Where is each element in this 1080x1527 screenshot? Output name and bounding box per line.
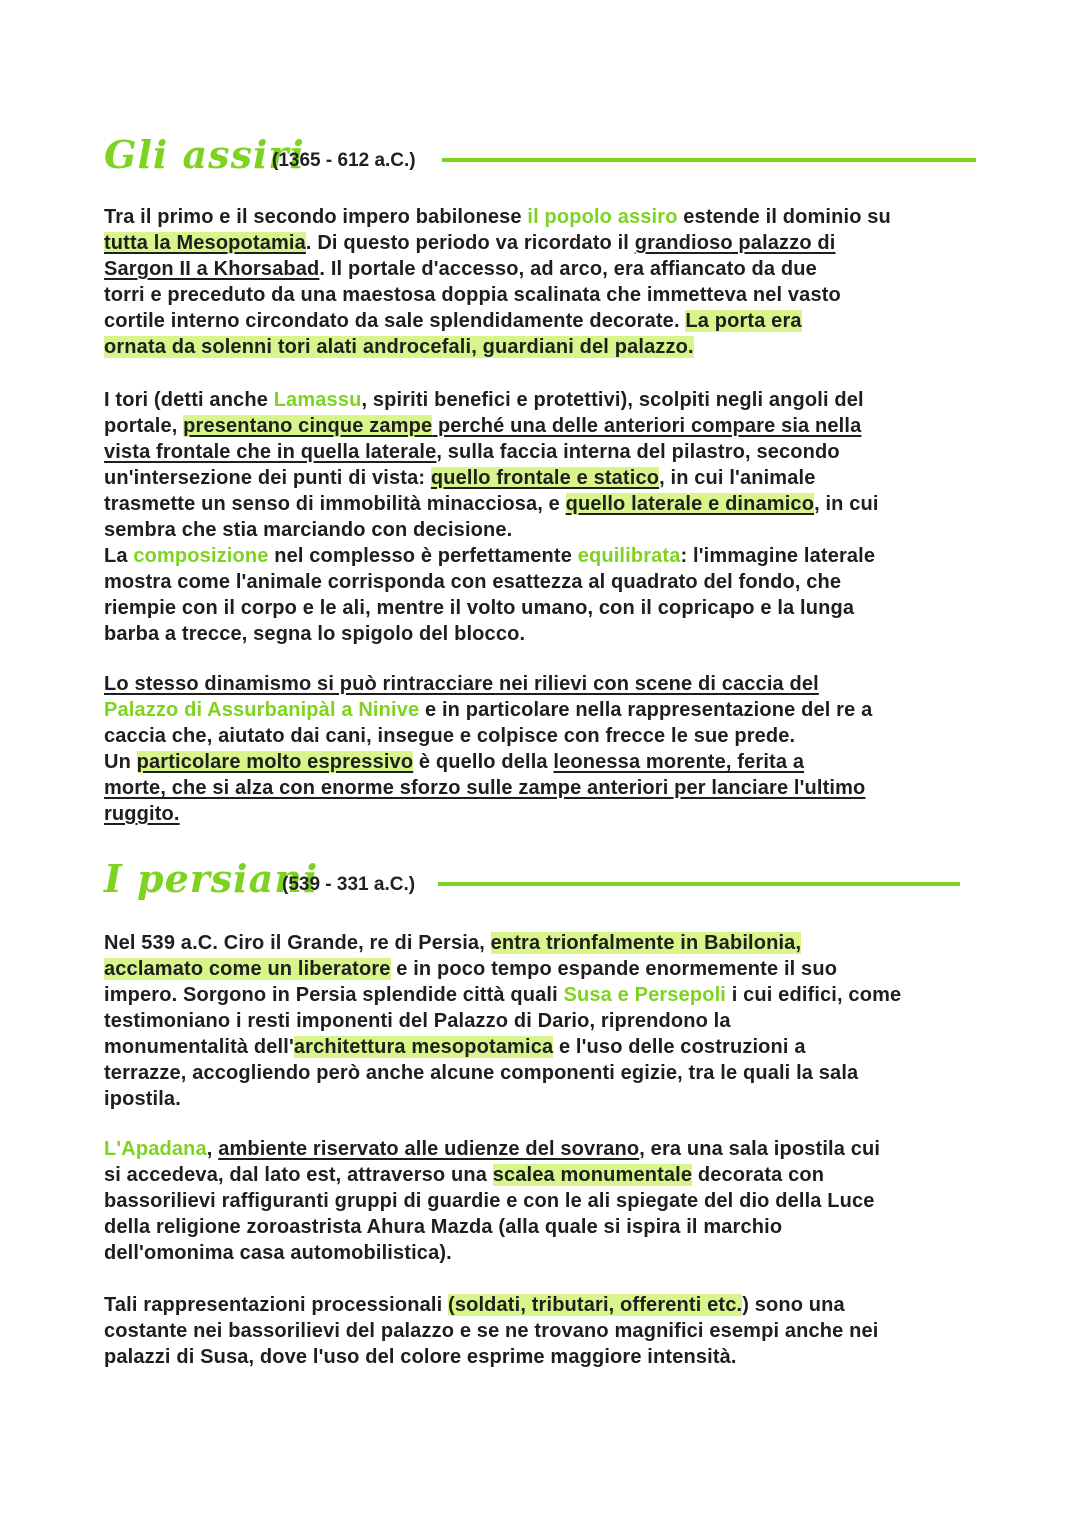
text-run: Tra il primo e il secondo impero babilonese: [104, 206, 528, 228]
text-run: vista frontale che in quella laterale: [104, 441, 437, 463]
text-run: un'intersezione dei punti di vista:: [104, 467, 431, 489]
section-heading-persiani: [0, 856, 1080, 916]
section-dates: (1365 - 612 a.C.): [272, 150, 416, 171]
text-line: [104, 491, 980, 517]
paragraph: [104, 671, 980, 827]
text-run: costante nei bassorilievi del palazzo e se ne trovano magnifici esempi anche nei: [104, 1320, 879, 1342]
text-line: [104, 723, 980, 749]
keyword-text: Palazzo di Assurbanipàl a Ninive: [104, 699, 420, 721]
text-line: [104, 1188, 980, 1214]
text-run: , spiriti benefici e protettivi), scolpiti negli angoli del: [361, 389, 864, 411]
keyword-text: Lamassu: [273, 389, 362, 411]
text-run: testimoniano i resti imponenti del Palazzo di Dario, riprendono la: [104, 1010, 731, 1032]
text-run: torri e preceduto da una maestosa doppia scalinata che immetteva nel vasto: [104, 284, 841, 306]
keyword-text: il popolo assiro: [527, 206, 678, 228]
text-line: [104, 1344, 980, 1370]
text-line: [104, 413, 980, 439]
highlighted-text: architettura mesopotamica: [293, 1036, 554, 1058]
text-run: trasmette un senso di immobilità minacciosa, e: [104, 493, 566, 515]
highlighted-text: acclamato come un liberatore: [104, 958, 391, 980]
highlighted-text: tutta la Mesopotamia: [104, 232, 306, 254]
text-line: [104, 697, 980, 723]
keyword-text: L'Apadana: [104, 1138, 207, 1160]
text-run: impero. Sorgono in Persia splendide città quali: [104, 984, 564, 1006]
text-run: è quello della: [413, 751, 554, 773]
text-run: si accedeva, dal lato est, attraverso una: [104, 1164, 493, 1186]
highlighted-text: La porta era: [685, 310, 802, 332]
heading-divider: [438, 882, 960, 886]
text-run: ipostila.: [104, 1088, 181, 1110]
text-line: [104, 982, 980, 1008]
highlighted-text: scalea monumentale: [492, 1164, 693, 1186]
text-line: [104, 775, 980, 801]
text-run: , era una sala ipostila cui: [639, 1138, 881, 1160]
text-run: Tali rappresentazioni processionali: [104, 1294, 449, 1316]
text-run: estende il dominio su: [677, 206, 891, 228]
keyword-text: composizione: [133, 545, 269, 567]
text-line: [104, 749, 980, 775]
text-run: : l'immagine laterale: [680, 545, 876, 567]
text-run: nel complesso è perfettamente: [268, 545, 578, 567]
text-line: [104, 1292, 980, 1318]
text-run: e in poco tempo espande enormemente il suo: [390, 958, 838, 980]
text-run: i cui edifici, come: [726, 984, 902, 1006]
text-run: ambiente riservato alle udienze del sovrano: [218, 1138, 640, 1160]
text-run: La: [104, 545, 134, 567]
text-run: Lo stesso dinamismo si può rintracciare nei rilievi con scene di caccia del: [104, 673, 819, 695]
text-line: [104, 595, 980, 621]
text-line: [104, 621, 980, 647]
paragraph: [104, 387, 980, 647]
text-run: palazzi di Susa, dove l'uso del colore esprime maggiore intensità.: [104, 1346, 737, 1368]
text-line: [104, 1008, 980, 1034]
text-line: [104, 569, 980, 595]
text-line: [104, 1060, 980, 1086]
text-run: morte, che si alza con enorme sforzo sulle zampe anteriori per lanciare l'ultimo: [104, 777, 866, 799]
text-run: I tori (detti anche: [104, 389, 274, 411]
text-line: [104, 334, 980, 360]
text-run: perché una delle anteriori compare sia nella: [432, 415, 862, 437]
highlighted-text: quello frontale e statico: [430, 467, 660, 489]
text-run: Un: [104, 751, 137, 773]
text-line: [104, 1034, 980, 1060]
text-run: ) sono una: [742, 1294, 845, 1316]
text-run: della religione zoroastrista Ahura Mazda (alla quale si ispira il marchio: [104, 1216, 783, 1238]
text-line: [104, 1214, 980, 1240]
text-run: terrazze, accogliendo però anche alcune componenti egizie, tra le quali la sala: [104, 1062, 859, 1084]
text-run: Nel 539 a.C. Ciro il Grande, re di Persia,: [104, 932, 491, 954]
highlighted-text: particolare molto espressivo: [136, 751, 414, 773]
text-line: [104, 282, 980, 308]
text-run: monumentalità dell': [104, 1036, 294, 1058]
text-line: [104, 956, 980, 982]
text-line: [104, 671, 980, 697]
text-line: [104, 1318, 980, 1344]
text-run: decorata con: [692, 1164, 825, 1186]
keyword-text: Susa e Persepoli: [563, 984, 726, 1006]
text-run: bassorilievi raffiguranti gruppi di guardie e con le ali spiegate del dio della Luce: [104, 1190, 875, 1212]
text-line: [104, 1240, 980, 1266]
section-title: Gli assiri: [104, 132, 305, 177]
text-run: riempie con il corpo e le ali, mentre il volto umano, con il copricapo e la lunga: [104, 597, 855, 619]
highlighted-text: entra trionfalmente in Babilonia,: [490, 932, 802, 954]
text-line: [104, 517, 980, 543]
text-line: [104, 1162, 980, 1188]
text-line: [104, 204, 980, 230]
paragraph: [104, 204, 980, 360]
heading-divider: [442, 158, 976, 162]
keyword-text: equilibrata: [577, 545, 681, 567]
paragraph: [104, 1292, 980, 1370]
text-line: [104, 387, 980, 413]
highlighted-text: presentano cinque zampe: [183, 415, 433, 437]
text-line: [104, 1136, 980, 1162]
text-run: cortile interno circondato da sale splendidamente decorate.: [104, 310, 686, 332]
text-line: [104, 801, 980, 827]
text-run: ruggito.: [104, 803, 180, 825]
section-heading-assiri: [0, 132, 1080, 192]
text-run: portale,: [104, 415, 184, 437]
text-line: [104, 543, 980, 569]
text-line: [104, 1086, 980, 1112]
text-run: barba a trecce, segna lo spigolo del blocco.: [104, 623, 526, 645]
highlighted-text: (soldati, tributari, offerenti etc.: [448, 1294, 743, 1316]
text-line: [104, 465, 980, 491]
text-line: [104, 930, 980, 956]
text-run: . Il portale d'accesso, ad arco, era affiancato da due: [319, 258, 817, 280]
text-run: Sargon II a Khorsabad: [104, 258, 320, 280]
text-line: [104, 439, 980, 465]
text-run: . Di questo periodo va ricordato il: [305, 232, 635, 254]
paragraph: [104, 1136, 980, 1266]
text-run: , sulla faccia interna del pilastro, secondo: [436, 441, 840, 463]
text-run: e in particolare nella rappresentazione del re a: [419, 699, 873, 721]
text-run: grandioso palazzo di: [634, 232, 836, 254]
text-line: [104, 230, 980, 256]
section-title: I persiani: [104, 856, 319, 901]
highlighted-text: quello laterale e dinamico: [565, 493, 815, 515]
paragraph: [104, 930, 980, 1112]
text-run: mostra come l'animale corrisponda con esattezza al quadrato del fondo, che: [104, 571, 842, 593]
highlighted-text: ornata da solenni tori alati androcefali, guardiani del palazzo.: [104, 336, 694, 358]
section-dates: (539 - 331 a.C.): [282, 874, 416, 895]
text-line: [104, 256, 980, 282]
text-run: , in cui: [814, 493, 879, 515]
text-run: caccia che, aiutato dai cani, insegue e colpisce con frecce le sue prede.: [104, 725, 796, 747]
text-run: sembra che stia marciando con decisione.: [104, 519, 513, 541]
text-run: ,: [206, 1138, 219, 1160]
text-run: , in cui l'animale: [659, 467, 816, 489]
text-line: [104, 308, 980, 334]
text-run: leonessa morente, ferita a: [553, 751, 805, 773]
text-run: e l'uso delle costruzioni a: [553, 1036, 806, 1058]
text-run: dell'omonima casa automobilistica).: [104, 1242, 452, 1264]
